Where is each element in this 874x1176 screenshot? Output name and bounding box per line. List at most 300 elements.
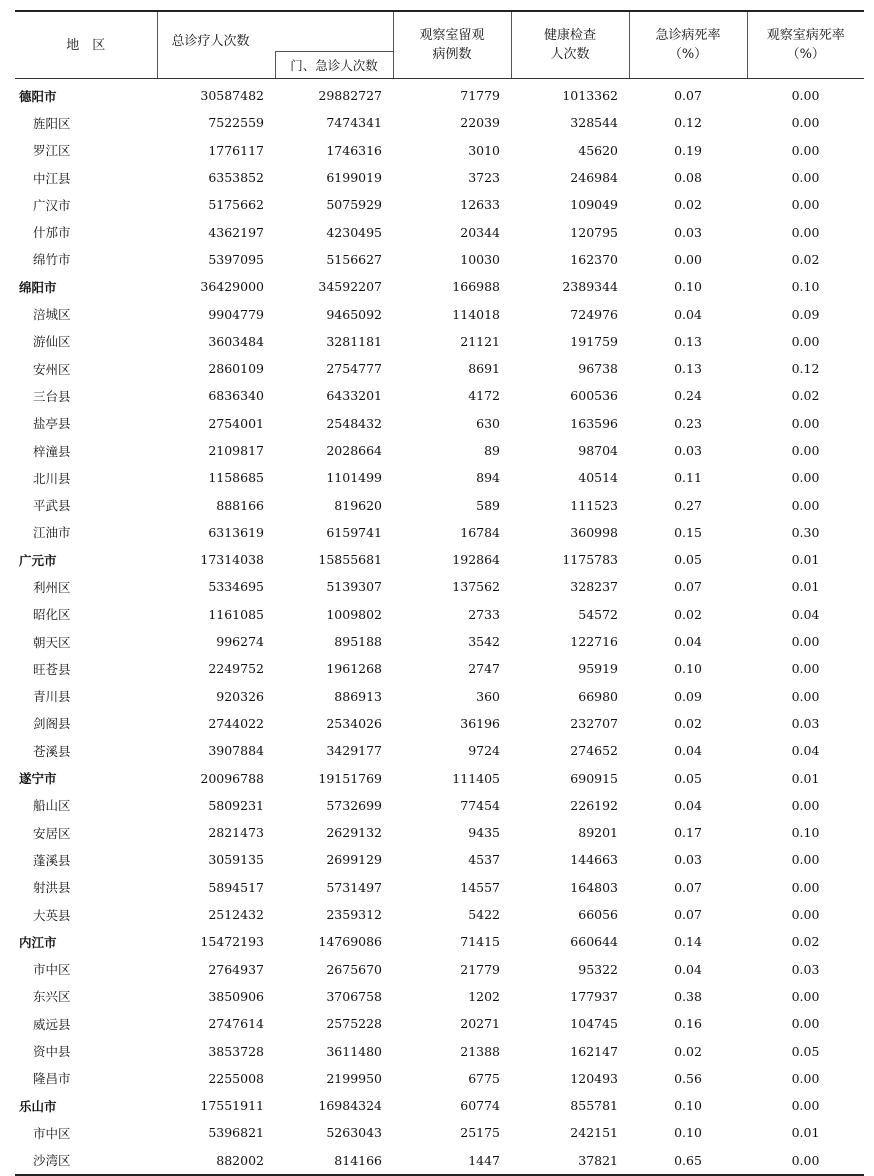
observation-cases-cell: 60774	[460, 1098, 501, 1114]
emergency-mortality-cell: 0.13	[674, 333, 702, 349]
table-header	[15, 11, 864, 79]
observation-cases-cell: 3542	[468, 634, 501, 650]
total-visits-cell: 2109817	[208, 443, 264, 458]
outpatient-cell: 2199950	[326, 1070, 383, 1086]
observation-cases-cell: 360	[476, 688, 501, 704]
observation-mortality-cell: 0.30	[791, 524, 820, 540]
emergency-mortality-cell: 0.11	[674, 470, 702, 486]
emergency-mortality-cell: 0.15	[674, 524, 702, 540]
outpatient-cell: 5731497	[326, 879, 383, 895]
region-name: 市中区	[33, 1125, 71, 1141]
observation-cases-cell: 25175	[460, 1125, 501, 1141]
header-health-checkups-line1: 健康检查	[544, 28, 597, 43]
outpatient-cell: 5075929	[326, 197, 383, 213]
observation-mortality-cell: 0.00	[791, 1098, 820, 1114]
observation-mortality-cell: 0.00	[791, 688, 820, 704]
region-name: 安州区	[33, 361, 71, 377]
emergency-mortality-cell: 0.10	[674, 279, 702, 295]
total-visits-cell: 2754001	[208, 415, 264, 431]
outpatient-cell: 2548432	[326, 415, 383, 431]
observation-cases-cell: 2747	[468, 661, 501, 677]
observation-cases-cell: 137562	[452, 579, 501, 595]
region-name: 绵竹市	[33, 252, 71, 268]
county-row	[15, 628, 864, 655]
outpatient-cell: 6199019	[326, 170, 383, 186]
total-visits-cell: 6353852	[208, 170, 264, 186]
total-visits-cell: 5334695	[208, 579, 264, 595]
observation-cases-cell: 71779	[460, 88, 501, 104]
emergency-mortality-cell: 0.17	[674, 825, 702, 841]
region-name: 剑阁县	[33, 716, 71, 732]
health-checkups-cell: 95919	[578, 661, 619, 677]
county-row	[15, 218, 864, 245]
observation-cases-cell: 9724	[468, 743, 501, 759]
total-visits-cell: 5396821	[208, 1125, 264, 1141]
total-visits-cell: 5397095	[208, 251, 264, 267]
table-body	[15, 79, 864, 1175]
outpatient-cell: 895188	[334, 634, 383, 650]
header-observation-mortality-line1: 观察室病死率	[766, 28, 845, 43]
outpatient-cell: 2629132	[326, 825, 383, 841]
observation-cases-cell: 3010	[468, 142, 501, 158]
county-row	[15, 464, 864, 491]
region-name: 平武县	[33, 498, 71, 514]
health-checkups-cell: 162370	[570, 251, 619, 267]
observation-cases-cell: 21779	[460, 961, 501, 977]
county-row	[15, 191, 864, 218]
county-row	[15, 164, 864, 191]
observation-cases-cell: 3723	[468, 170, 501, 186]
health-checkups-cell: 96738	[578, 361, 619, 377]
observation-cases-cell: 71415	[460, 934, 501, 950]
observation-cases-cell: 89	[484, 443, 501, 458]
health-checkups-cell: 163596	[570, 415, 619, 431]
region-name: 盐亭县	[33, 416, 71, 432]
health-checkups-cell: 242151	[570, 1125, 619, 1141]
emergency-mortality-cell: 0.03	[674, 443, 702, 458]
region-name: 广汉市	[33, 197, 71, 213]
emergency-mortality-cell: 0.19	[674, 142, 702, 158]
health-checkups-cell: 600536	[570, 388, 619, 404]
health-checkups-cell: 40514	[578, 470, 619, 486]
header-health-checkups-line2: 人次数	[550, 47, 590, 62]
region-name: 隆昌市	[33, 1071, 71, 1087]
observation-cases-cell: 894	[476, 470, 501, 486]
observation-cases-cell: 16784	[460, 524, 501, 540]
observation-mortality-cell: 0.01	[791, 552, 820, 568]
region-name: 游仙区	[33, 334, 71, 350]
health-checkups-cell: 1175783	[562, 552, 619, 568]
region-name: 德阳市	[19, 88, 57, 104]
emergency-mortality-cell: 0.07	[674, 879, 702, 895]
outpatient-cell: 29882727	[318, 88, 383, 104]
emergency-mortality-cell: 0.24	[674, 388, 702, 404]
total-visits-cell: 2512432	[208, 907, 264, 923]
observation-cases-cell: 4537	[468, 852, 501, 868]
total-visits-cell: 6836340	[208, 388, 264, 404]
county-row	[15, 1010, 864, 1037]
emergency-mortality-cell: 0.07	[674, 579, 702, 595]
region-name: 旺苍县	[33, 661, 71, 677]
outpatient-cell: 3281181	[326, 333, 383, 349]
health-checkups-cell: 104745	[570, 1016, 619, 1032]
county-row	[15, 737, 864, 764]
observation-cases-cell: 4172	[468, 388, 501, 404]
county-row	[15, 355, 864, 382]
observation-cases-cell: 21388	[460, 1043, 501, 1059]
county-row	[15, 491, 864, 518]
outpatient-cell: 3611480	[326, 1043, 383, 1059]
outpatient-cell: 6159741	[326, 524, 383, 540]
outpatient-cell: 1101499	[326, 470, 383, 486]
emergency-mortality-cell: 0.04	[674, 797, 702, 813]
outpatient-cell: 819620	[334, 497, 383, 513]
region-name: 东兴区	[33, 989, 71, 1005]
header-emergency-mortality-line1: 急诊病死率	[655, 28, 721, 43]
total-visits-cell: 920326	[216, 688, 264, 704]
county-row	[15, 300, 864, 327]
total-visits-cell: 20096788	[200, 770, 264, 786]
observation-cases-cell: 114018	[452, 306, 501, 322]
observation-cases-cell: 9435	[468, 825, 501, 841]
observation-mortality-cell: 0.00	[791, 1016, 820, 1032]
emergency-mortality-cell: 0.07	[674, 907, 702, 923]
observation-mortality-cell: 0.04	[791, 743, 820, 759]
observation-mortality-cell: 0.00	[791, 879, 820, 895]
header-emergency-mortality-line2: （%）	[668, 47, 708, 62]
emergency-mortality-cell: 0.00	[674, 251, 702, 267]
region-name: 罗江区	[33, 143, 71, 159]
emergency-mortality-cell: 0.02	[674, 197, 702, 213]
total-visits-cell: 2744022	[208, 715, 264, 731]
emergency-mortality-cell: 0.10	[674, 1098, 702, 1114]
outpatient-cell: 9465092	[326, 306, 383, 322]
emergency-mortality-cell: 0.16	[674, 1016, 702, 1032]
total-visits-cell: 15472193	[200, 934, 264, 950]
emergency-mortality-cell: 0.12	[674, 115, 702, 131]
health-checkups-cell: 37821	[511, 1147, 629, 1175]
outpatient-cell: 5156627	[326, 251, 383, 267]
city-row	[15, 79, 864, 110]
region-name: 朝天区	[33, 634, 71, 650]
county-row	[15, 956, 864, 983]
region-name: 遂宁市	[19, 771, 57, 787]
total-visits-cell: 996274	[216, 634, 264, 650]
observation-mortality-cell: 0.00	[791, 443, 820, 458]
observation-mortality-cell: 0.00	[791, 88, 820, 104]
total-visits-cell: 36429000	[200, 279, 264, 295]
outpatient-cell: 19151769	[318, 770, 383, 786]
outpatient-cell: 34592207	[318, 279, 383, 295]
header-health-checkups	[511, 11, 629, 79]
outpatient-cell: 7474341	[326, 115, 383, 131]
health-checkups-cell: 66056	[578, 907, 619, 923]
health-checkups-cell: 177937	[570, 988, 619, 1004]
emergency-mortality-cell: 0.10	[674, 661, 702, 677]
outpatient-cell: 2028664	[326, 443, 383, 458]
region-name: 资中县	[33, 1044, 71, 1060]
county-row	[15, 655, 864, 682]
region-name: 三台县	[33, 388, 71, 404]
total-visits-cell: 7522559	[208, 115, 264, 131]
outpatient-cell: 2675670	[326, 961, 383, 977]
emergency-mortality-cell: 0.04	[674, 634, 702, 650]
observation-cases-cell: 12633	[460, 197, 501, 213]
health-checkups-cell: 66980	[578, 688, 619, 704]
health-checkups-cell: 109049	[570, 197, 619, 213]
total-visits-cell: 3853728	[208, 1043, 264, 1059]
county-row	[15, 382, 864, 409]
county-row	[15, 1119, 864, 1146]
observation-cases-cell: 22039	[460, 115, 501, 131]
region-name: 蓬溪县	[33, 852, 71, 868]
total-visits-cell: 1776117	[208, 142, 264, 158]
county-row	[15, 901, 864, 928]
observation-cases-cell: 111405	[452, 770, 501, 786]
emergency-mortality-cell: 0.09	[674, 688, 702, 704]
county-row	[15, 1037, 864, 1064]
observation-mortality-cell: 0.00	[791, 224, 820, 240]
total-visits-cell: 2764937	[208, 961, 264, 977]
outpatient-cell: 5263043	[326, 1125, 383, 1141]
observation-mortality-cell: 0.02	[791, 251, 820, 267]
health-checkups-cell: 360998	[570, 524, 619, 540]
observation-cases-cell: 192864	[452, 552, 501, 568]
county-row	[15, 1065, 864, 1092]
observation-cases-cell: 77454	[460, 797, 501, 813]
health-statistics-table	[15, 10, 864, 1176]
observation-mortality-cell: 0.05	[791, 1043, 820, 1059]
observation-mortality-cell: 0.00	[791, 797, 820, 813]
observation-cases-cell: 1447	[393, 1147, 511, 1175]
header-observation-mortality	[747, 11, 864, 79]
total-visits-cell: 1158685	[208, 470, 264, 486]
city-row	[15, 273, 864, 300]
county-row	[15, 683, 864, 710]
statistics-table-container	[15, 10, 864, 1176]
observation-mortality-cell: 0.00	[791, 415, 820, 431]
city-row	[15, 1092, 864, 1119]
observation-mortality-cell: 0.00	[791, 470, 820, 486]
observation-mortality-cell: 0.02	[791, 388, 820, 404]
observation-cases-cell: 10030	[460, 251, 501, 267]
region-name: 威远县	[33, 1016, 71, 1032]
observation-cases-cell: 20344	[460, 224, 501, 240]
observation-cases-cell: 589	[476, 497, 501, 513]
outpatient-cell: 2699129	[326, 852, 383, 868]
health-checkups-cell: 328237	[570, 579, 619, 595]
observation-cases-cell: 5422	[468, 907, 501, 923]
emergency-mortality-cell: 0.23	[674, 415, 702, 431]
outpatient-cell: 3706758	[326, 988, 383, 1004]
region-name: 青川县	[33, 689, 71, 705]
region-name: 旌阳区	[33, 115, 71, 131]
emergency-mortality-cell: 0.05	[674, 552, 702, 568]
outpatient-cell: 814166	[275, 1147, 393, 1175]
outpatient-cell: 2534026	[326, 715, 383, 731]
observation-mortality-cell: 0.00	[791, 634, 820, 650]
observation-cases-cell: 36196	[460, 715, 501, 731]
observation-cases-cell: 2733	[468, 606, 501, 622]
emergency-mortality-cell: 0.05	[674, 770, 702, 786]
county-row	[15, 792, 864, 819]
header-observation-mortality-line2: （%）	[786, 47, 825, 62]
outpatient-cell: 16984324	[318, 1098, 383, 1114]
observation-mortality-cell: 0.10	[791, 825, 820, 841]
health-checkups-cell: 2389344	[562, 279, 619, 295]
observation-mortality-cell: 0.00	[791, 907, 820, 923]
health-checkups-cell: 328544	[570, 115, 619, 131]
observation-cases-cell: 8691	[468, 361, 501, 377]
outpatient-cell: 6433201	[326, 388, 383, 404]
region-name: 绵阳市	[19, 279, 57, 295]
emergency-mortality-cell: 0.56	[674, 1070, 702, 1086]
observation-cases-cell: 1202	[468, 988, 501, 1004]
observation-mortality-cell: 0.02	[791, 934, 820, 950]
observation-mortality-cell: 0.00	[791, 115, 820, 131]
county-row	[15, 410, 864, 437]
health-checkups-cell: 191759	[570, 333, 619, 349]
emergency-mortality-cell: 0.03	[674, 224, 702, 240]
outpatient-cell: 5139307	[326, 579, 383, 595]
region-name: 乐山市	[19, 1098, 57, 1114]
emergency-mortality-cell: 0.13	[674, 361, 702, 377]
health-checkups-cell: 855781	[570, 1098, 619, 1114]
county-row	[15, 437, 864, 464]
health-checkups-cell: 89201	[578, 825, 619, 841]
total-visits-cell: 5809231	[208, 797, 264, 813]
outpatient-cell: 1961268	[326, 661, 383, 677]
region-name: 广元市	[19, 552, 57, 568]
observation-mortality-cell: 0.01	[791, 770, 820, 786]
region-name: 梓潼县	[33, 443, 71, 459]
health-checkups-cell: 232707	[570, 715, 619, 731]
county-row	[15, 874, 864, 901]
county-row	[15, 573, 864, 600]
health-checkups-cell: 144663	[570, 852, 619, 868]
county-row	[15, 109, 864, 136]
health-checkups-cell: 54572	[578, 606, 619, 622]
city-row	[15, 764, 864, 791]
region-name: 大英县	[33, 907, 71, 923]
total-visits-cell: 17314038	[200, 552, 264, 568]
outpatient-cell: 2754777	[326, 361, 383, 377]
outpatient-cell: 3429177	[326, 743, 383, 759]
observation-mortality-cell: 0.00	[791, 170, 820, 186]
region-name: 内江市	[19, 934, 57, 950]
observation-mortality-cell: 0.03	[791, 961, 820, 977]
observation-cases-cell: 14557	[460, 879, 501, 895]
region-name: 射洪县	[33, 880, 71, 896]
emergency-mortality-cell: 0.04	[674, 306, 702, 322]
emergency-mortality-cell: 0.02	[674, 606, 702, 622]
observation-mortality-cell: 0.00	[791, 142, 820, 158]
health-checkups-cell: 45620	[578, 142, 619, 158]
emergency-mortality-cell: 0.02	[674, 1043, 702, 1059]
total-visits-cell: 30587482	[200, 88, 264, 104]
health-checkups-cell: 111523	[570, 497, 619, 513]
total-visits-cell: 3603484	[208, 333, 264, 349]
emergency-mortality-cell: 0.04	[674, 743, 702, 759]
total-visits-cell: 17551911	[200, 1098, 264, 1114]
health-checkups-cell: 120795	[570, 224, 619, 240]
health-checkups-cell: 724976	[570, 306, 619, 322]
total-visits-cell: 3850906	[208, 988, 264, 1004]
total-visits-cell: 2821473	[208, 825, 264, 841]
region-name: 苍溪县	[33, 743, 71, 759]
header-outpatient-emergency: 门、急诊人次数	[275, 52, 393, 79]
outpatient-cell: 15855681	[318, 552, 383, 568]
health-checkups-cell: 98704	[578, 443, 619, 458]
health-checkups-cell: 164803	[570, 879, 619, 895]
total-visits-cell: 2255008	[208, 1070, 264, 1086]
health-checkups-cell: 122716	[570, 634, 619, 650]
observation-mortality-cell: 0.01	[791, 579, 820, 595]
observation-mortality-cell: 0.00	[791, 1070, 820, 1086]
outpatient-cell: 1009802	[326, 606, 383, 622]
observation-mortality-cell: 0.10	[791, 279, 820, 295]
county-row	[15, 710, 864, 737]
outpatient-cell: 2575228	[326, 1016, 383, 1032]
total-visits-cell: 3059135	[208, 852, 264, 868]
emergency-mortality-cell: 0.27	[674, 497, 702, 513]
region-name: 市中区	[33, 962, 71, 978]
region-name: 昭化区	[33, 607, 71, 623]
total-visits-cell: 2860109	[208, 361, 264, 377]
observation-mortality-cell: 0.00	[791, 852, 820, 868]
total-visits-cell: 6313619	[208, 524, 264, 540]
observation-cases-cell: 6775	[468, 1070, 501, 1086]
health-checkups-cell: 660644	[570, 934, 619, 950]
total-visits-cell: 5894517	[208, 879, 264, 895]
region-name: 利州区	[33, 579, 71, 595]
emergency-mortality-cell: 0.04	[674, 961, 702, 977]
health-checkups-cell: 690915	[570, 770, 619, 786]
total-visits-cell: 3907884	[208, 743, 264, 759]
emergency-mortality-cell: 0.03	[674, 852, 702, 868]
header-observation-cases	[393, 11, 511, 79]
region-name: 安居区	[33, 825, 71, 841]
county-row	[15, 1147, 864, 1175]
outpatient-cell: 4230495	[326, 224, 383, 240]
region-name: 中江县	[33, 170, 71, 186]
emergency-mortality-cell: 0.14	[674, 934, 702, 950]
observation-mortality-cell: 0.12	[791, 361, 820, 377]
header-observation-cases-line2: 病例数	[432, 47, 472, 62]
emergency-mortality-cell: 0.10	[674, 1125, 702, 1141]
observation-mortality-cell: 0.00	[791, 333, 820, 349]
emergency-mortality-cell: 0.02	[674, 715, 702, 731]
observation-mortality-cell: 0.00	[791, 497, 820, 513]
observation-mortality-cell: 0.04	[791, 606, 820, 622]
header-emergency-mortality	[629, 11, 747, 79]
observation-cases-cell: 166988	[452, 279, 501, 295]
observation-cases-cell: 630	[476, 415, 501, 431]
emergency-mortality-cell: 0.07	[674, 88, 702, 104]
region-name: 沙湾区	[15, 1147, 157, 1175]
observation-cases-cell: 20271	[460, 1016, 501, 1032]
county-row	[15, 519, 864, 546]
health-checkups-cell: 120493	[570, 1070, 619, 1086]
county-row	[15, 983, 864, 1010]
county-row	[15, 246, 864, 273]
total-visits-cell: 882002	[157, 1147, 275, 1175]
observation-mortality-cell: 0.03	[791, 715, 820, 731]
total-visits-cell: 2747614	[208, 1016, 264, 1032]
outpatient-cell: 886913	[334, 688, 383, 704]
health-checkups-cell: 1013362	[562, 88, 619, 104]
header-region: 地 区	[15, 11, 157, 79]
